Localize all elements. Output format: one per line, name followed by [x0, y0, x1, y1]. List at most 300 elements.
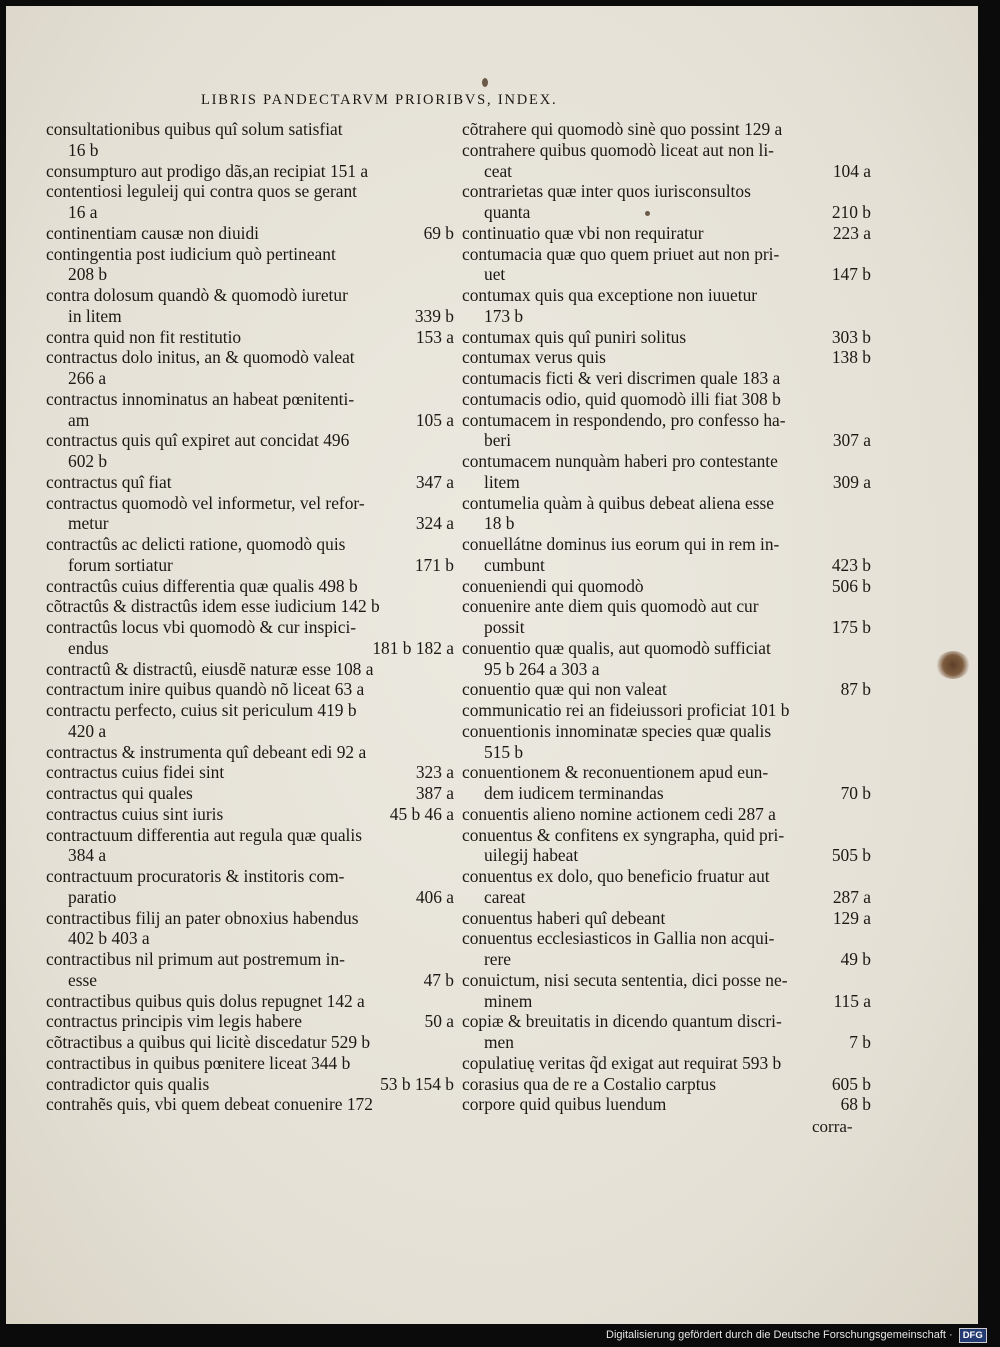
index-entry: [462, 451, 871, 493]
entry-text: 16 b: [68, 139, 99, 160]
entry-continuation: [462, 845, 871, 866]
entry-text: contentiosi leguleij qui contra quos se gerant: [46, 181, 358, 202]
entry-line: [462, 223, 871, 244]
index-entry: [462, 181, 871, 223]
entry-text: conuentio quæ qualis, aut quomodò sufficiat: [462, 637, 771, 658]
entry-line: [46, 949, 454, 970]
index-entry: [46, 534, 454, 576]
entry-text: conuentus & confitens ex syngrapha, quid pri-: [462, 824, 785, 845]
entry-line: [46, 742, 454, 763]
entry-line: [462, 908, 871, 929]
entry-line: [46, 762, 454, 783]
entry-continuation: [46, 970, 454, 991]
index-entry: [46, 285, 454, 327]
entry-text: careat: [484, 886, 526, 907]
index-entry: [46, 908, 454, 950]
page-reference: 605 b: [831, 1073, 871, 1094]
entry-text: continentiam causæ non diuidi: [46, 222, 260, 243]
entry-text: contrahẽs quis, vbi quem debeat conuenire 172: [46, 1094, 373, 1115]
entry-text: contractuum differentia aut regula quæ qualis: [46, 824, 362, 845]
entry-continuation: [462, 887, 871, 908]
entry-text: rere: [484, 949, 512, 969]
entry-continuation: [46, 887, 454, 908]
ink-spot: [482, 78, 488, 87]
index-entry: [462, 534, 871, 576]
entry-line: [46, 1032, 454, 1053]
entry-continuation: [46, 451, 454, 472]
entry-line: [462, 866, 871, 887]
entry-line: [462, 327, 871, 348]
entry-text: contumacia quæ quo quem priuet aut non pri-: [462, 243, 780, 264]
page-reference: 50 a: [424, 1011, 454, 1032]
index-entry: [462, 327, 871, 348]
index-entry: [462, 140, 871, 182]
running-title: LIBRIS PANDECTARVM PRIORIBVS, INDEX.: [201, 92, 558, 108]
entry-line: [46, 679, 454, 700]
entry-text: copulatiuę veritas q̃d exigat aut requirat 593 b: [462, 1052, 782, 1073]
entry-line: [462, 576, 871, 597]
entry-line: [46, 1074, 454, 1095]
entry-line: [46, 700, 454, 721]
index-entry: [46, 949, 454, 991]
index-entry: [46, 783, 454, 804]
entry-text: contractus cuius sint iuris: [46, 803, 224, 824]
entry-line: [462, 451, 871, 472]
dfg-logo: DFG: [959, 1328, 987, 1343]
index-entry: [462, 762, 871, 804]
entry-text: contra quid non fit restitutio: [46, 326, 242, 347]
entry-continuation: [462, 783, 871, 804]
entry-line: [46, 576, 454, 597]
entry-text: quanta: [484, 202, 531, 222]
book-page: [6, 6, 978, 1324]
entry-text: contrahere quibus quomodò liceat aut non li-: [462, 139, 774, 160]
entry-line: [462, 1074, 871, 1095]
entry-text: minem: [484, 990, 533, 1011]
entry-text: forum sortiatur: [68, 554, 173, 575]
index-entry: [46, 347, 454, 389]
entry-text: 420 a: [68, 720, 107, 741]
entry-text: conuenire ante diem quis quomodò aut cur: [462, 596, 759, 617]
entry-continuation: [46, 202, 454, 223]
entry-text: corasius qua de re a Costalio carptus: [462, 1073, 717, 1094]
entry-line: [46, 430, 454, 451]
entry-line: [462, 244, 871, 265]
page-reference: 147 b: [831, 264, 871, 285]
entry-line: [46, 161, 454, 182]
entry-line: [462, 347, 871, 368]
index-entry: [462, 244, 871, 286]
page-reference: 223 a: [832, 222, 871, 243]
page-reference: 68 b: [840, 1094, 871, 1115]
index-entry: [462, 1074, 871, 1095]
entry-line: [46, 244, 454, 265]
entry-continuation: [46, 638, 454, 659]
entry-line: [46, 1053, 454, 1074]
entry-text: conuentionis innominatæ species quæ qualis: [462, 720, 772, 741]
entry-text: paratio: [68, 886, 117, 907]
index-entry: [462, 119, 871, 140]
entry-text: contractum inire quibus quandò nõ liceat 63 a: [46, 679, 365, 700]
index-entry: [46, 742, 454, 763]
entry-continuation: [46, 264, 454, 285]
index-entry: [46, 472, 454, 493]
entry-text: contractibus nil primum aut postremum in-: [46, 949, 345, 969]
entry-continuation: [46, 721, 454, 742]
entry-line: [46, 908, 454, 929]
credit-text: Digitalisierung gefördert durch die Deutsche Forschungsgemeinschaft ·: [606, 1329, 953, 1341]
entry-text: 266 a: [68, 368, 107, 388]
entry-text: 18 b: [484, 513, 515, 534]
entry-line: [46, 285, 454, 306]
entry-line: [462, 534, 871, 555]
index-entry: [462, 928, 871, 970]
page-reference: 287 a: [832, 886, 871, 907]
entry-text: possit: [484, 617, 525, 637]
entry-text: contractûs locus vbi quomodò & cur inspici-: [46, 617, 357, 637]
entry-text: ceat: [484, 160, 512, 181]
page-reference: 181 b 182 a: [372, 637, 454, 658]
index-entry: [46, 659, 454, 680]
entry-line: [462, 596, 871, 617]
entry-text: contumax verus quis: [462, 347, 606, 368]
entry-text: conuellátne dominus ius eorum qui in rem in-: [462, 534, 780, 554]
entry-line: [46, 389, 454, 410]
entry-text: contractus principis vim legis habere: [46, 1011, 302, 1032]
entry-text: contumax quis quî puniri solitus: [462, 326, 687, 347]
entry-continuation: [462, 430, 871, 451]
index-entry: [46, 679, 454, 700]
index-entry: [46, 389, 454, 431]
entry-text: contractibus quibus quis dolus repugnet 142 a: [46, 990, 365, 1011]
entry-text: cõtractûs & distractûs idem esse iudicium 142 b: [46, 596, 380, 617]
index-entry: [46, 493, 454, 535]
entry-text: am: [68, 409, 90, 430]
page-reference: 210 b: [831, 202, 871, 222]
entry-text: contumacis ficti & veri discrimen quale 183 a: [462, 368, 781, 388]
entry-text: 173 b: [484, 305, 524, 326]
entry-text: conuentus haberi quî debeant: [462, 907, 666, 928]
index-entry: [46, 1011, 454, 1032]
entry-line: [46, 472, 454, 493]
entry-text: contractuum procuratoris & institoris com-: [46, 866, 345, 886]
entry-text: 208 b: [68, 264, 108, 285]
entry-line: [46, 617, 454, 638]
page-reference: 423 b: [831, 554, 871, 575]
entry-line: [462, 1094, 871, 1115]
page-reference: 309 a: [832, 471, 871, 492]
entry-continuation: [46, 555, 454, 576]
index-entry: [462, 285, 871, 327]
entry-text: contractus qui quales: [46, 783, 193, 803]
index-entry: [46, 991, 454, 1012]
index-entry: [462, 970, 871, 1012]
page-reference: 138 b: [831, 347, 871, 368]
page-reference: 171 b: [414, 554, 454, 575]
index-entry: [462, 721, 871, 763]
page-reference: 505 b: [831, 845, 871, 866]
entry-text: contingentia post iudicium quò pertineant: [46, 243, 336, 264]
entry-text: conuentus ecclesiasticos in Gallia non acqui-: [462, 928, 775, 949]
index-entry: [462, 347, 871, 368]
page-reference: 347 a: [415, 471, 454, 492]
entry-text: dem iudicem terminandas: [484, 783, 664, 803]
entry-text: conuictum, nisi secuta sententia, dici posse ne-: [462, 969, 788, 990]
entry-text: uilegij habeat: [484, 845, 579, 866]
page-reference: 323 a: [415, 762, 454, 783]
entry-text: contractûs cuius differentia quæ qualis 498 b: [46, 575, 358, 596]
index-entry: [462, 825, 871, 867]
entry-line: [462, 970, 871, 991]
entry-line: [462, 410, 871, 431]
entry-line: [46, 534, 454, 555]
entry-text: contractus innominatus an habeat pœnitenti-: [46, 388, 355, 409]
index-entry: [46, 1032, 454, 1053]
entry-text: cumbunt: [484, 554, 545, 575]
entry-text: contractus dolo initus, an & quomodò valeat: [46, 347, 355, 368]
entry-text: contractibus in quibus pœnitere liceat 344 b: [46, 1052, 351, 1073]
index-entry: [462, 638, 871, 680]
entry-text: conuentus ex dolo, quo beneficio fruatur aut: [462, 866, 770, 886]
entry-line: [462, 825, 871, 846]
entry-text: contractus quî fiat: [46, 471, 172, 492]
entry-continuation: [462, 991, 871, 1012]
entry-text: consultationibus quibus quî solum satisfiat: [46, 119, 343, 139]
entry-text: contractu perfecto, cuius sit periculum 419 b: [46, 700, 357, 720]
index-entry: [462, 576, 871, 597]
index-entry: [46, 119, 454, 161]
entry-line: [462, 679, 871, 700]
entry-continuation: [462, 472, 871, 493]
entry-line: [462, 721, 871, 742]
entry-text: contra dolosum quandò & quomodò iuretur: [46, 285, 348, 305]
entry-line: [462, 804, 871, 825]
entry-line: [46, 804, 454, 825]
entry-line: [46, 181, 454, 202]
entry-text: contumacem in respondendo, pro confesso ha-: [462, 409, 786, 430]
entry-continuation: [462, 617, 871, 638]
index-entry: [46, 223, 454, 244]
catchword: corra-: [812, 1117, 853, 1136]
entry-text: 95 b 264 a 303 a: [484, 658, 600, 679]
page-reference: 104 a: [832, 160, 871, 181]
index-entry: [46, 430, 454, 472]
page-reference: 69 b: [423, 222, 454, 243]
entry-line: [46, 347, 454, 368]
index-entry: [46, 700, 454, 742]
entry-text: conuentis alieno nomine actionem cedi 287 a: [462, 803, 776, 824]
entry-continuation: [46, 928, 454, 949]
index-entry: [462, 1094, 871, 1115]
page-reference: 115 a: [833, 990, 871, 1011]
entry-text: contractibus filij an pater obnoxius habendus: [46, 907, 359, 928]
page-reference: 45 b 46 a: [389, 803, 454, 824]
entry-line: [462, 285, 871, 306]
entry-continuation: [46, 368, 454, 389]
entry-text: copiæ & breuitatis in dicendo quantum discri-: [462, 1011, 782, 1032]
index-entry: [462, 368, 871, 389]
entry-line: [46, 493, 454, 514]
page-reference: 175 b: [831, 617, 871, 637]
page-reference: 53 b 154 b: [380, 1073, 454, 1094]
entry-continuation: [46, 140, 454, 161]
page-reference: 49 b: [840, 949, 871, 969]
index-entry: [462, 1011, 871, 1053]
entry-line: [462, 181, 871, 202]
index-column-right: [462, 119, 871, 1115]
page-reference: 47 b: [423, 969, 454, 990]
entry-text: contumacis odio, quid quomodò illi fiat 308 b: [462, 388, 781, 409]
entry-continuation: [462, 742, 871, 763]
entry-text: 515 b: [484, 741, 524, 762]
page-reference: 406 a: [415, 886, 454, 907]
entry-continuation: [46, 845, 454, 866]
entry-line: [46, 596, 454, 617]
index-entry: [46, 327, 454, 348]
index-entry: [462, 1053, 871, 1074]
entry-text: uet: [484, 264, 506, 285]
index-entry: [46, 576, 454, 597]
index-entry: [462, 410, 871, 452]
page-reference: 87 b: [840, 679, 871, 700]
entry-text: contumacem nunquàm haberi pro contestante: [462, 451, 778, 471]
page-reference: 153 a: [415, 326, 454, 347]
entry-text: 602 b: [68, 451, 108, 471]
entry-line: [462, 928, 871, 949]
index-entry: [46, 804, 454, 825]
entry-continuation: [46, 513, 454, 534]
entry-text: 402 b 403 a: [68, 928, 150, 949]
entry-continuation: [462, 659, 871, 680]
index-entry: [46, 825, 454, 867]
entry-text: contractus quis quî expiret aut concidat 496: [46, 430, 350, 451]
entry-line: [46, 659, 454, 680]
page-reference: 105 a: [415, 409, 454, 430]
index-entry: [46, 1053, 454, 1074]
entry-text: endus: [68, 637, 109, 658]
entry-text: corpore quid quibus luendum: [462, 1094, 667, 1115]
entry-continuation: [462, 264, 871, 285]
entry-continuation: [462, 161, 871, 182]
entry-line: [462, 119, 871, 140]
entry-line: [462, 140, 871, 161]
index-entry: [462, 679, 871, 700]
page-reference: 129 a: [832, 907, 871, 928]
entry-line: [46, 991, 454, 1012]
entry-continuation: [462, 513, 871, 534]
index-entry: [46, 1094, 454, 1115]
entry-text: contractus quomodò vel informetur, vel refor-: [46, 492, 365, 513]
page-reference: 506 b: [831, 575, 871, 596]
paper-stain: [936, 651, 970, 679]
entry-line: [462, 493, 871, 514]
entry-line: [46, 327, 454, 348]
entry-continuation: [46, 410, 454, 431]
index-entry: [46, 617, 454, 659]
entry-line: [46, 1011, 454, 1032]
entry-text: contrarietas quæ inter quos iurisconsultos: [462, 181, 751, 202]
page-reference: 7 b: [849, 1032, 871, 1052]
entry-text: contractû & distractû, eiusdẽ naturæ esse 108 a: [46, 658, 374, 679]
entry-continuation: [462, 306, 871, 327]
entry-line: [46, 1094, 454, 1115]
index-entry: [46, 181, 454, 223]
entry-continuation: [462, 1032, 871, 1053]
index-entry: [462, 908, 871, 929]
entry-line: [46, 119, 454, 140]
entry-text: contractus cuius fidei sint: [46, 762, 225, 783]
index-entry: [462, 700, 871, 721]
entry-text: 384 a: [68, 845, 107, 866]
entry-continuation: [46, 306, 454, 327]
index-entry: [462, 493, 871, 535]
page-reference: 307 a: [832, 430, 871, 451]
entry-text: contradictor quis qualis: [46, 1073, 210, 1094]
entry-line: [462, 389, 871, 410]
entry-line: [462, 1053, 871, 1074]
entry-text: conueniendi qui quomodò: [462, 575, 644, 596]
index-entry: [46, 1074, 454, 1095]
entry-text: esse: [68, 969, 97, 990]
index-entry: [462, 389, 871, 410]
entry-text: communicatio rei an fideiussori proficiat 101 b: [462, 700, 790, 720]
entry-text: continuatio quæ vbi non requiratur: [462, 222, 704, 243]
entry-line: [462, 700, 871, 721]
entry-line: [46, 866, 454, 887]
entry-text: men: [484, 1032, 514, 1052]
entry-text: conuentionem & reconuentionem apud eun-: [462, 762, 769, 783]
page-reference: 324 a: [415, 513, 454, 534]
index-entry: [46, 762, 454, 783]
index-entry: [462, 596, 871, 638]
entry-line: [462, 762, 871, 783]
entry-line: [462, 1011, 871, 1032]
index-entry: [46, 866, 454, 908]
entry-text: 16 a: [68, 202, 98, 222]
entry-continuation: [462, 949, 871, 970]
index-entry: [462, 804, 871, 825]
index-entry: [462, 223, 871, 244]
entry-continuation: [462, 555, 871, 576]
entry-text: contumelia quàm à quibus debeat aliena esse: [462, 492, 774, 513]
entry-continuation: [462, 202, 871, 223]
entry-text: consumpturo aut prodigo dãs,an recipiat 151 a: [46, 160, 369, 181]
entry-text: conuentio quæ qui non valeat: [462, 679, 667, 700]
entry-text: in litem: [68, 305, 122, 326]
page-reference: 303 b: [831, 326, 871, 347]
index-entry: [46, 161, 454, 182]
page-reference: 339 b: [414, 305, 454, 326]
index-entry: [46, 596, 454, 617]
page-reference: 387 a: [415, 783, 454, 803]
entry-text: contractus & instrumenta quî debeant edi 92 a: [46, 741, 367, 762]
entry-line: [46, 783, 454, 804]
page-reference: 70 b: [840, 783, 871, 803]
digitization-credit: [606, 1327, 996, 1343]
entry-text: contumax quis qua exceptione non iuuetur: [462, 285, 758, 305]
entry-text: cõtractibus a quibus qui licitè discedatur 529 b: [46, 1032, 371, 1052]
entry-line: [462, 638, 871, 659]
entry-text: litem: [484, 471, 520, 492]
index-entry: [46, 244, 454, 286]
entry-text: cõtrahere qui quomodò sinè quo possint 129 a: [462, 119, 783, 139]
ink-spot: [645, 211, 650, 216]
entry-text: contractûs ac delicti ratione, quomodò quis: [46, 534, 346, 554]
entry-line: [46, 223, 454, 244]
entry-line: [462, 368, 871, 389]
entry-text: beri: [484, 430, 512, 451]
entry-text: metur: [68, 513, 109, 534]
